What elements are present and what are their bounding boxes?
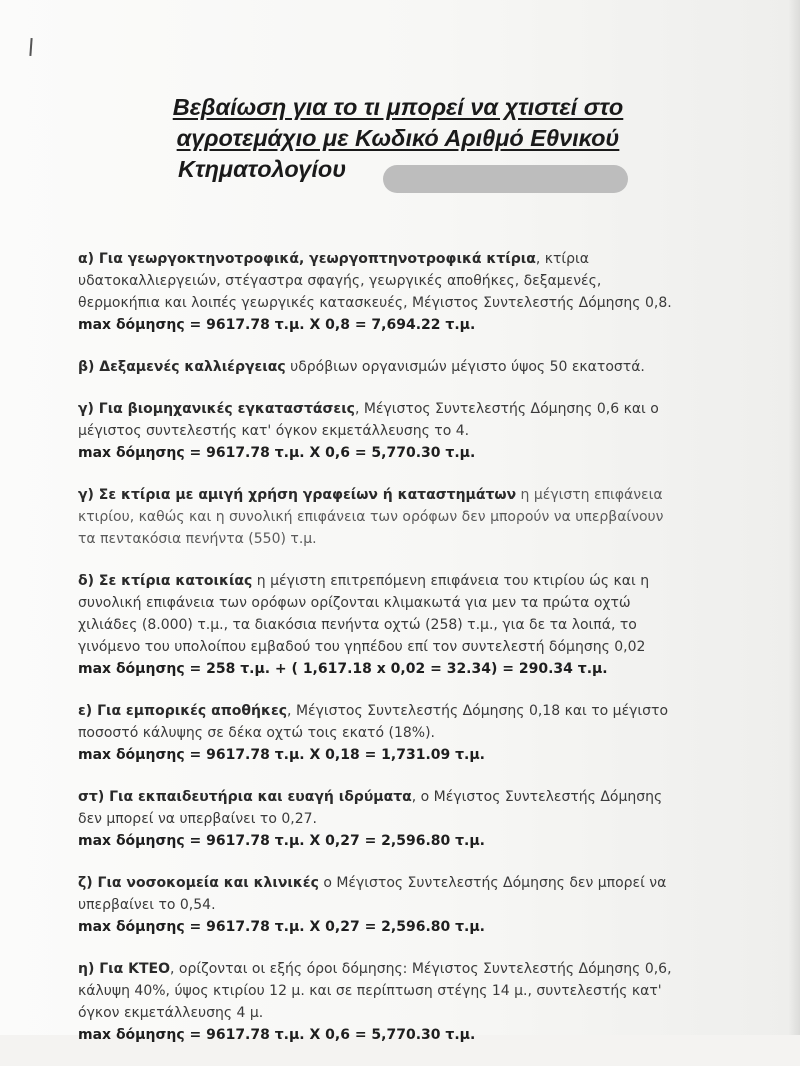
section-paragraph (78, 872, 683, 916)
section-e (78, 700, 683, 766)
section-heading: ε) Για εμπορικές αποθήκες (78, 703, 288, 719)
calc-line: max δόμησης = 9617.78 τ.μ. Χ 0,18 = 1,731.09 τ.μ. (78, 747, 485, 763)
section-paragraph (78, 398, 683, 442)
section-d (78, 570, 683, 680)
section-text: , Μέγιστος Συντελεστής Δόμησης 0,6 και ο μέγιστος συντελεστής κατ' όγκον εκμετάλλευσης το 4. (78, 401, 659, 439)
section-st (78, 786, 683, 852)
title-line-1: Βεβαίωση για το τι μπορεί να χτιστεί στο (172, 94, 624, 120)
section-paragraph (78, 248, 683, 314)
section-paragraph (78, 484, 683, 550)
scan-mark (29, 38, 32, 56)
section-c-industrial (78, 398, 683, 464)
section-heading: α) Για γεωργοκτηνοτροφικά, γεωργοπτηνοτροφικά κτίρια (78, 251, 536, 267)
section-text: ο Μέγιστος Συντελεστής Δόμησης δεν μπορεί να υπερβαίνει το 0,54. (78, 875, 667, 913)
section-text: , ο Μέγιστος Συντελεστής Δόμησης δεν μπορεί να υπερβαίνει το 0,27. (78, 789, 663, 827)
title-line-3: Κτηματολογίου (178, 156, 347, 182)
section-heading: δ) Σε κτίρια κατοικίας (78, 573, 253, 589)
calc-line: max δόμησης = 9617.78 τ.μ. Χ 0,27 = 2,596.80 τ.μ. (78, 919, 485, 935)
calc-line: max δόμησης = 9617.78 τ.μ. Χ 0,6 = 5,770.30 τ.μ. (78, 445, 476, 461)
section-heading: γ) Για βιομηχανικές εγκαταστάσεις (78, 401, 355, 417)
section-text: η μέγιστη επιτρεπόμενη επιφάνεια του κτιρίου ώς και η συνολική επιφάνεια των ορόφων ορίζονται κλιμακωτά για μεν τα πρώτα οχτώ χιλιάδες (8.000) τ.μ., τα διακόσια πενήντα οχτώ (258) τ.μ., για δε τα λοιπά, το γινόμενο του υπολοίπου εμβαδού του γηπέδου επί τον συντελεστή δόμησης 0,02 (78, 573, 650, 655)
section-paragraph (78, 570, 683, 658)
page-edge-shadow (788, 0, 800, 1035)
section-heading: γ) Σε κτίρια με αμιγή χρήση γραφείων ή καταστημάτων (78, 487, 517, 503)
section-paragraph (78, 700, 683, 744)
section-a (78, 248, 683, 336)
calc-line: max δόμησης = 258 τ.μ. + ( 1,617.18 x 0,02 = 32.34) = 290.34 τ.μ. (78, 661, 608, 677)
document-body (78, 248, 683, 1066)
section-text: , ορίζονται οι εξής όροι δόμησης: Μέγιστος Συντελεστής Δόμησης 0,6, κάλυψη 40%, ύψος κτιρίου 12 μ. και σε περίπτωση στέγης 14 μ., συντελεστής κατ' όγκον εκμετάλλευσης 4 μ. (78, 961, 672, 1021)
section-text: υδρόβιων οργανισμών μέγιστο ύψος 50 εκατοστά. (285, 359, 645, 375)
calc-line: max δόμησης = 9617.78 τ.μ. Χ 0,8 = 7,694.22 τ.μ. (78, 317, 476, 333)
title-line-2: αγροτεμάχιο με Κωδικό Αριθμό Εθνικού (176, 125, 620, 151)
calc-line: max δόμησης = 9617.78 τ.μ. Χ 0,27 = 2,596.80 τ.μ. (78, 833, 485, 849)
section-i (78, 958, 683, 1046)
section-paragraph (78, 786, 683, 830)
section-z (78, 872, 683, 938)
section-heading: στ) Για εκπαιδευτήρια και ευαγή ιδρύματα (78, 789, 412, 805)
calc-line: max δόμησης = 9617.78 τ.μ. Χ 0,6 = 5,770.30 τ.μ. (78, 1027, 476, 1043)
section-paragraph (78, 958, 683, 1024)
section-heading: η) Για ΚΤΕΟ (78, 961, 170, 977)
redaction-box (383, 165, 628, 193)
section-heading: β) Δεξαμενές καλλιέργειας (78, 359, 286, 375)
section-text: , Μέγιστος Συντελεστής Δόμησης 0,18 και το μέγιστο ποσοστό κάλυψης σε δέκα οχτώ τοις εκατό (18%). (78, 703, 669, 741)
section-heading: ζ) Για νοσοκομεία και κλινικές (78, 875, 319, 891)
section-b (78, 356, 683, 378)
section-paragraph (78, 356, 683, 378)
section-c-offices (78, 484, 683, 550)
section-text: η μέγιστη επιφάνεια κτιρίου, καθώς και η συνολική επιφάνεια των ορόφων δεν μπορούν να υπερβαίνουν τα πεντακόσια πενήντα (550) τ.μ. (78, 487, 664, 547)
section-text: , κτίρια υδατοκαλλιεργειών, στέγαστρα σφαγής, γεωργικές αποθήκες, δεξαμενές, θερμοκήπια και λοιπές γεωργικές κατασκευές, Μέγιστος Συντελεστής Δόμησης 0,8. (78, 251, 672, 311)
